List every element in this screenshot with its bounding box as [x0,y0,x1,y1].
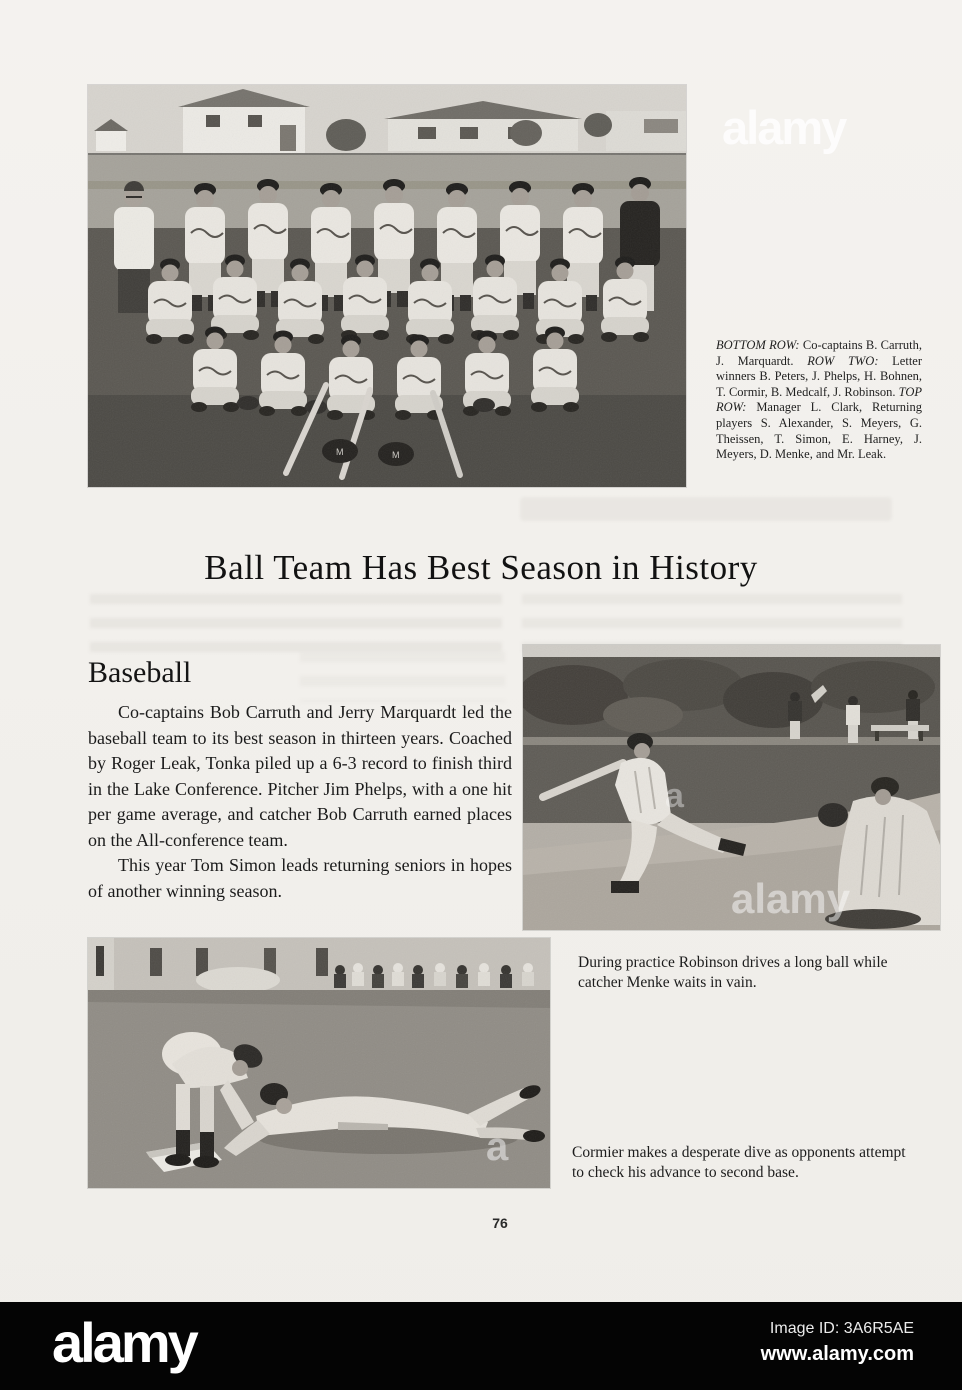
svg-text:M: M [392,450,400,460]
photo-watermark: alamy [731,875,851,922]
caption-label-bottom-row: BOTTOM ROW: [716,338,803,352]
caption-text: Co-captains B. Carruth, J. Marquardt. [716,338,922,368]
image-id-label: Image ID: 3A6R5AE [769,1320,914,1337]
caption-label-top-row: TOP ROW: [716,384,922,415]
page-headline: Ball Team Has Best Season in History [204,548,758,587]
bleed-through-text-left [90,594,502,654]
alamy-logo: alamy [52,1311,196,1374]
article-paragraph: Co-captains Bob Carruth and Jerry Marquardt led the baseball team to its best season in thirteen years. Coached by Roger Leak, Tonka piled up a 6-3 record to finish third in the Lake Conference. Pitcher Jim Phelps, with a one hit per game average, and catcher Bob Carruth earned places on the All-conference team. [88,702,512,850]
caption-text: Letter winners B. Peters, J. Phelps, H. Bohnen, T. Cormir, B. Medcalf, J. Robinson. [716,353,922,399]
alamy-footer-bar [0,1302,962,1390]
team-photo-caption [716,338,922,463]
alamy-url: www.alamy.com [760,1343,914,1365]
article-paragraph: This year Tom Simon leads returning seniors in hopes of another winning season. [88,855,512,901]
photo-watermark-letter: a [665,777,684,815]
alamy-watermark: alamy [722,101,846,154]
bleed-through-text-mid [300,652,505,702]
photo-watermark-letter: a [486,1125,509,1169]
caption-text: Manager L. Clark, Returning players S. Alexander, S. Meyers, G. Theissen, T. Simon, E. Harney, J. Meyers, D. Menke, and Mr. Leak. [716,400,922,462]
page-number: 76 [492,1215,508,1231]
bleed-through-headline [520,497,892,521]
batting-photo [523,645,940,930]
caption-label-row-two: ROW TWO: [807,353,893,368]
diving-photo-caption: Cormier makes a desperate dive as opponents attempt to check his advance to second base. [572,1144,906,1181]
section-heading: Baseball [88,656,192,689]
svg-text:M: M [336,447,344,457]
team-photo [88,85,686,487]
diving-photo [88,938,550,1188]
article-body [88,700,512,904]
batting-photo-caption: During practice Robinson drives a long ball while catcher Menke waits in vain. [578,954,888,991]
